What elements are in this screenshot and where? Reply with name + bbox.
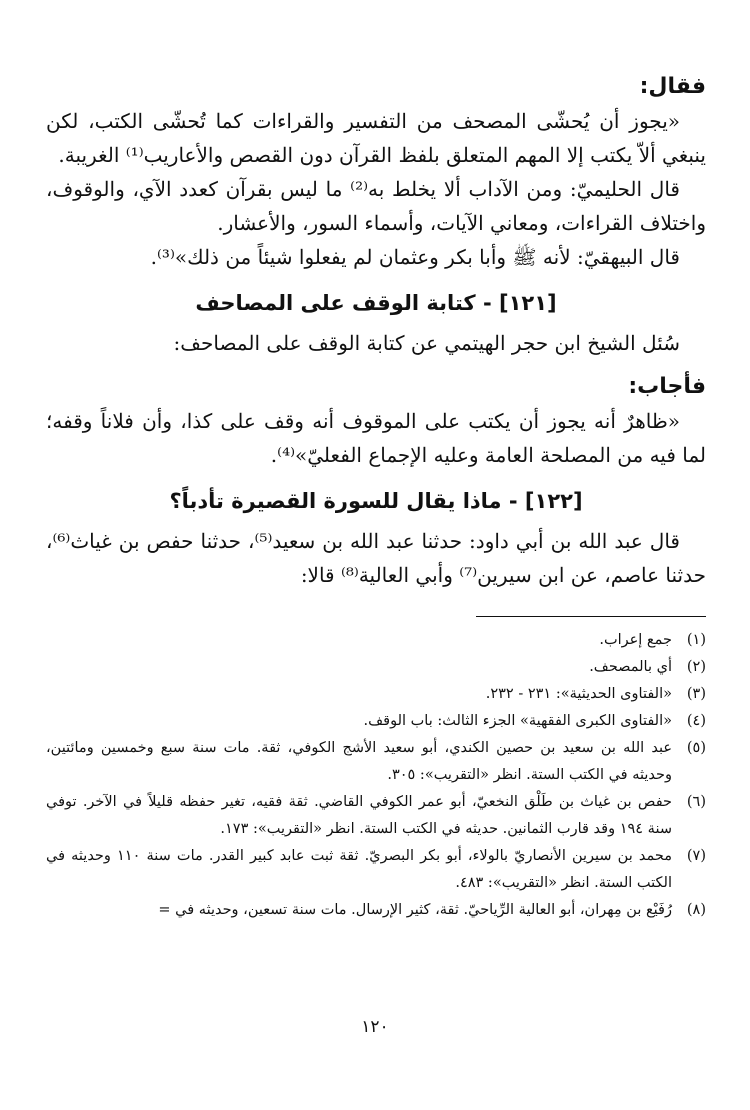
- paragraph-halimi: قال الحليميّ: ومن الآداب ألا يخلط به⁽²⁾ ما ليس بقرآن كعدد الآي، والوقوف، واختلاف القراءات، ومعاني الآيات، وأسماء السور، والأعشار.: [46, 177, 706, 235]
- page-number: ١٢٠: [361, 1017, 389, 1037]
- footnote-item: [46, 627, 706, 654]
- question-paragraph: سُئل الشيخ ابن حجر الهيتمي عن كتابة الوقف على المصاحف:: [173, 331, 680, 355]
- footnote-text: حفص بن غياث بن طَلْق النخعيّ، أبو عمر الكوفي القاضي. ثقة فقيه، تغير حفظه قليلاً في الآخر. توفي سنة ١٩٤ وقد قارب الثمانين. حديثه في الكتب الستة. انظر «التقريب»: ١٧٣.: [46, 794, 672, 837]
- footnote-number: (٧): [686, 848, 706, 864]
- footnote-item: [46, 843, 706, 897]
- footnote-text: عبد الله بن سعيد بن حصين الكندي، أبو سعيد الأشج الكوفي، ثقة. مات سنة سبع وخمسين ومائتين، وحديثه في الكتب الستة. انظر «التقريب»: ٣٠٥.: [46, 740, 672, 783]
- footnote-number: (٥): [686, 740, 706, 756]
- footnote-item: [46, 681, 706, 708]
- footnote-item: [46, 708, 706, 735]
- fa-qala-label: فقال:: [639, 74, 706, 99]
- footnote-item: [46, 897, 706, 924]
- footnote-separator: [476, 616, 706, 617]
- section-122-heading: [١٢٢] - ماذا يقال للسورة القصيرة تأدباً؟: [169, 489, 583, 513]
- paragraph-bayhaqi: قال البيهقيّ: لأنه ﷺ وأبا بكر وعثمان لم يفعلوا شيئاً من ذلك»⁽³⁾.: [150, 245, 680, 269]
- footnote-number: (٨): [686, 902, 706, 918]
- footnotes: [46, 627, 706, 924]
- section-121-heading: [١٢١] - كتابة الوقف على المصاحف: [195, 291, 557, 315]
- page-body: [46, 70, 706, 924]
- footnote-item: [46, 789, 706, 843]
- footnote-number: (٢): [686, 659, 706, 675]
- footnote-text: «الفتاوى الحديثية»: ٢٣١ - ٢٣٢.: [485, 686, 672, 702]
- footnote-item: [46, 735, 706, 789]
- footnote-text: محمد بن سيرين الأنصاريّ بالولاء، أبو بكر البصريّ. ثقة ثبت عابد كبير القدر. مات سنة ١١٠ وحديثه في الكتب الستة. انظر «التقريب»: ٤٨٣.: [46, 848, 672, 891]
- footnote-text: «الفتاوى الكبرى الفقهية» الجزء الثالث: باب الوقف.: [363, 713, 672, 729]
- footnote-text: رُفَيْع بن مِهران، أبو العالية الرِّياحيّ. ثقة، كثير الإرسال. مات سنة تسعين، وحديثه في =: [158, 902, 672, 918]
- paragraph-hashiya: «يجوز أن يُحشّى المصحف من التفسير والقراءات كما تُحشّى الكتب، لكن ينبغي ألاّ يكتب إلا المهم المتعلق بلفظ القرآن دون القصص والأعاريب⁽¹⁾ الغريبة.: [46, 109, 706, 167]
- footnote-number: (٦): [686, 794, 706, 810]
- answer-paragraph: «ظاهرٌ أنه يجوز أن يكتب على الموقوف أنه وقف على كذا، وأن فلاناً وقفه؛ لما فيه من المصلحة العامة وعليه الإجماع الفعليّ»⁽⁴⁾.: [46, 409, 706, 467]
- isnad-paragraph: قال عبد الله بن أبي داود: حدثنا عبد الله بن سعيد⁽⁵⁾، حدثنا حفص بن غياث⁽⁶⁾، حدثنا عاصم، عن ابن سيرين⁽⁷⁾ وأبي العالية⁽⁸⁾ قالا:: [46, 529, 706, 587]
- footnote-text: أي بالمصحف.: [589, 659, 672, 675]
- footnote-number: (٣): [686, 686, 706, 702]
- footnote-item: [46, 654, 706, 681]
- footnote-number: (١): [686, 632, 706, 648]
- footnote-number: (٤): [686, 713, 706, 729]
- fa-ajab-label: فأجاب:: [628, 374, 706, 399]
- footnote-text: جمع إعراب.: [599, 632, 672, 648]
